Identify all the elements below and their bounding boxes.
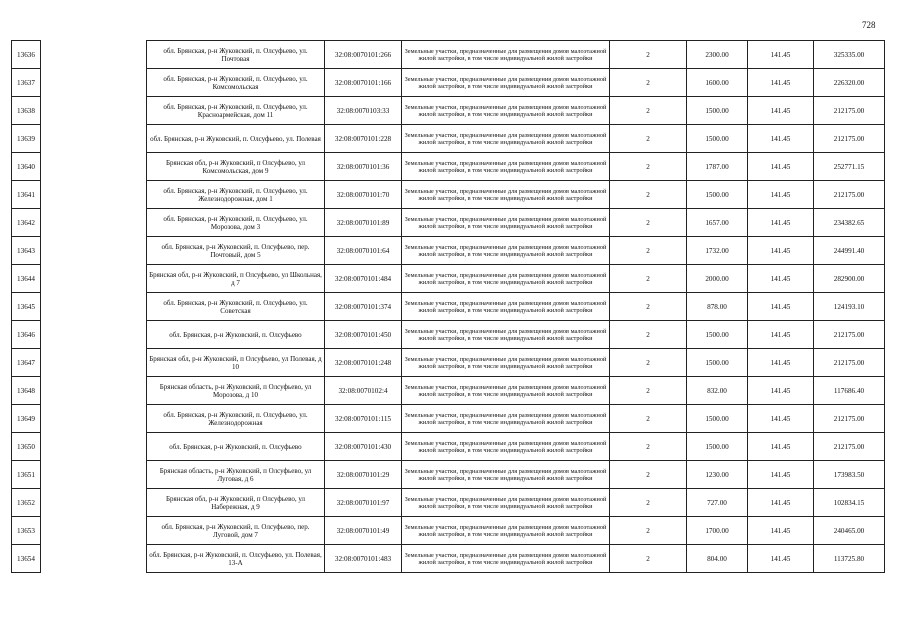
address-cell: обл. Брянская, р-н Жуковский, п. Олсуфьево, ул. Красноармейская, дом 11 xyxy=(147,97,325,125)
area-cell: 804.00 xyxy=(687,545,748,573)
specific-value-cell: 141.45 xyxy=(748,321,814,349)
category-cell: 2 xyxy=(610,405,687,433)
address-cell: Брянская обл, р-н Жуковский, п Олсуфьево, ул Комсомольская, дом 9 xyxy=(147,153,325,181)
address-cell: Брянская обл, р-н Жуковский, п Олсуфьево, ул Набережная, д 9 xyxy=(147,489,325,517)
cadastral-number-cell: 32:08:0070101:29 xyxy=(325,461,402,489)
table-row xyxy=(12,209,885,237)
category-cell: 2 xyxy=(610,321,687,349)
category-cell: 2 xyxy=(610,433,687,461)
cadastral-value-cell: 212175.00 xyxy=(814,349,885,377)
permitted-use-cell: Земельные участки, предназначенные для размещения домов малоэтажной жилой застройки, в том числе индивидуальной жилой застройки xyxy=(402,545,610,573)
cadastral-number-cell: 32:08:0070101:64 xyxy=(325,237,402,265)
blank-column-cell xyxy=(41,377,147,405)
address-cell: обл. Брянская, р-н Жуковский, п. Олсуфьево xyxy=(147,433,325,461)
cadastral-value-cell: 102834.15 xyxy=(814,489,885,517)
specific-value-cell: 141.45 xyxy=(748,41,814,69)
cadastral-number-cell: 32:08:0070103:33 xyxy=(325,97,402,125)
cadastral-value-cell: 244991.40 xyxy=(814,237,885,265)
permitted-use-cell: Земельные участки, предназначенные для размещения домов малоэтажной жилой застройки, в том числе индивидуальной жилой застройки xyxy=(402,489,610,517)
specific-value-cell: 141.45 xyxy=(748,293,814,321)
cadastral-value-cell: 212175.00 xyxy=(814,125,885,153)
blank-column-cell xyxy=(41,41,147,69)
cadastral-number-cell: 32:08:0070101:228 xyxy=(325,125,402,153)
category-cell: 2 xyxy=(610,97,687,125)
row-number-cell: 13646 xyxy=(12,321,41,349)
specific-value-cell: 141.45 xyxy=(748,377,814,405)
table-row xyxy=(12,489,885,517)
address-cell: обл. Брянская, р-н Жуковский, п. Олсуфьево xyxy=(147,321,325,349)
table-row xyxy=(12,321,885,349)
row-number-cell: 13642 xyxy=(12,209,41,237)
specific-value-cell: 141.45 xyxy=(748,181,814,209)
blank-column-cell xyxy=(41,237,147,265)
cadastral-value-cell: 282900.00 xyxy=(814,265,885,293)
table-row xyxy=(12,405,885,433)
area-cell: 727.00 xyxy=(687,489,748,517)
address-cell: обл. Брянская, р-н Жуковский, п. Олсуфьево, ул. Советская xyxy=(147,293,325,321)
table-row xyxy=(12,349,885,377)
cadastral-number-cell: 32:08:0070101:36 xyxy=(325,153,402,181)
cadastral-number-cell: 32:08:0070101:70 xyxy=(325,181,402,209)
table-row xyxy=(12,97,885,125)
row-number-cell: 13650 xyxy=(12,433,41,461)
row-number-cell: 13636 xyxy=(12,41,41,69)
address-cell: Брянская область, р-н Жуковский, п Олсуфьево, ул Луговая, д 6 xyxy=(147,461,325,489)
address-cell: обл. Брянская, р-н Жуковский, п. Олсуфьево, ул. Железнодорожная xyxy=(147,405,325,433)
permitted-use-cell: Земельные участки, предназначенные для размещения домов малоэтажной жилой застройки, в том числе индивидуальной жилой застройки xyxy=(402,153,610,181)
area-cell: 2000.00 xyxy=(687,265,748,293)
area-cell: 1732.00 xyxy=(687,237,748,265)
table-row xyxy=(12,237,885,265)
table-row xyxy=(12,517,885,545)
area-cell: 1230.00 xyxy=(687,461,748,489)
permitted-use-cell: Земельные участки, предназначенные для размещения домов малоэтажной жилой застройки, в том числе индивидуальной жилой застройки xyxy=(402,377,610,405)
cadastral-number-cell: 32:08:0070101:450 xyxy=(325,321,402,349)
table-row xyxy=(12,181,885,209)
row-number-cell: 13645 xyxy=(12,293,41,321)
specific-value-cell: 141.45 xyxy=(748,545,814,573)
cadastral-value-cell: 113725.80 xyxy=(814,545,885,573)
address-cell: Брянская обл, р-н Жуковский, п Олсуфьево, ул Полевая, д 10 xyxy=(147,349,325,377)
blank-column-cell xyxy=(41,153,147,181)
permitted-use-cell: Земельные участки, предназначенные для размещения домов малоэтажной жилой застройки, в том числе индивидуальной жилой застройки xyxy=(402,321,610,349)
permitted-use-cell: Земельные участки, предназначенные для размещения домов малоэтажной жилой застройки, в том числе индивидуальной жилой застройки xyxy=(402,349,610,377)
cadastral-number-cell: 32:08:0070101:115 xyxy=(325,405,402,433)
cadastral-number-cell: 32:08:0070101:49 xyxy=(325,517,402,545)
permitted-use-cell: Земельные участки, предназначенные для размещения домов малоэтажной жилой застройки, в том числе индивидуальной жилой застройки xyxy=(402,69,610,97)
cadastral-number-cell: 32:08:0070101:248 xyxy=(325,349,402,377)
blank-column-cell xyxy=(41,265,147,293)
category-cell: 2 xyxy=(610,153,687,181)
cadastral-value-cell: 124193.10 xyxy=(814,293,885,321)
blank-column-cell xyxy=(41,405,147,433)
cadastral-number-cell: 32:08:0070102:4 xyxy=(325,377,402,405)
blank-column-cell xyxy=(41,433,147,461)
blank-column-cell xyxy=(41,545,147,573)
area-cell: 832.00 xyxy=(687,377,748,405)
category-cell: 2 xyxy=(610,41,687,69)
area-cell: 878.00 xyxy=(687,293,748,321)
blank-column-cell xyxy=(41,209,147,237)
cadastral-value-cell: 234382.65 xyxy=(814,209,885,237)
category-cell: 2 xyxy=(610,125,687,153)
specific-value-cell: 141.45 xyxy=(748,517,814,545)
address-cell: обл. Брянская, р-н Жуковский, п. Олсуфьево, ул. Полевая, 13-А xyxy=(147,545,325,573)
specific-value-cell: 141.45 xyxy=(748,97,814,125)
blank-column-cell xyxy=(41,97,147,125)
cadastral-number-cell: 32:08:0070101:483 xyxy=(325,545,402,573)
specific-value-cell: 141.45 xyxy=(748,153,814,181)
specific-value-cell: 141.45 xyxy=(748,209,814,237)
permitted-use-cell: Земельные участки, предназначенные для размещения домов малоэтажной жилой застройки, в том числе индивидуальной жилой застройки xyxy=(402,125,610,153)
address-cell: Брянская область, р-н Жуковский, п Олсуфьево, ул Морозова, д 10 xyxy=(147,377,325,405)
row-number-cell: 13648 xyxy=(12,377,41,405)
category-cell: 2 xyxy=(610,489,687,517)
cadastral-number-cell: 32:08:0070101:374 xyxy=(325,293,402,321)
specific-value-cell: 141.45 xyxy=(748,433,814,461)
blank-column-cell xyxy=(41,461,147,489)
address-cell: обл. Брянская, р-н Жуковский, п. Олсуфьево, ул. Полевая xyxy=(147,125,325,153)
address-cell: обл. Брянская, р-н Жуковский, п. Олсуфьево, пер. Почтовый, дом 5 xyxy=(147,237,325,265)
cadastral-value-cell: 173983.50 xyxy=(814,461,885,489)
permitted-use-cell: Земельные участки, предназначенные для размещения домов малоэтажной жилой застройки, в том числе индивидуальной жилой застройки xyxy=(402,97,610,125)
table-row xyxy=(12,69,885,97)
specific-value-cell: 141.45 xyxy=(748,265,814,293)
cadastral-value-cell: 325335.00 xyxy=(814,41,885,69)
area-cell: 1657.00 xyxy=(687,209,748,237)
permitted-use-cell: Земельные участки, предназначенные для размещения домов малоэтажной жилой застройки, в том числе индивидуальной жилой застройки xyxy=(402,517,610,545)
cadastral-number-cell: 32:08:0070101:97 xyxy=(325,489,402,517)
specific-value-cell: 141.45 xyxy=(748,489,814,517)
area-cell: 2300.00 xyxy=(687,41,748,69)
specific-value-cell: 141.45 xyxy=(748,349,814,377)
table-row xyxy=(12,265,885,293)
row-number-cell: 13644 xyxy=(12,265,41,293)
category-cell: 2 xyxy=(610,545,687,573)
permitted-use-cell: Земельные участки, предназначенные для размещения домов малоэтажной жилой застройки, в том числе индивидуальной жилой застройки xyxy=(402,433,610,461)
area-cell: 1600.00 xyxy=(687,69,748,97)
cadastral-number-cell: 32:08:0070101:166 xyxy=(325,69,402,97)
permitted-use-cell: Земельные участки, предназначенные для размещения домов малоэтажной жилой застройки, в том числе индивидуальной жилой застройки xyxy=(402,293,610,321)
blank-column-cell xyxy=(41,517,147,545)
table-row xyxy=(12,125,885,153)
permitted-use-cell: Земельные участки, предназначенные для размещения домов малоэтажной жилой застройки, в том числе индивидуальной жилой застройки xyxy=(402,265,610,293)
specific-value-cell: 141.45 xyxy=(748,461,814,489)
row-number-cell: 13643 xyxy=(12,237,41,265)
cadastral-number-cell: 32:08:0070101:484 xyxy=(325,265,402,293)
category-cell: 2 xyxy=(610,461,687,489)
address-cell: Брянская обл, р-н Жуковский, п Олсуфьево, ул Школьная, д 7 xyxy=(147,265,325,293)
blank-column-cell xyxy=(41,489,147,517)
row-number-cell: 13638 xyxy=(12,97,41,125)
table-row xyxy=(12,293,885,321)
row-number-cell: 13653 xyxy=(12,517,41,545)
category-cell: 2 xyxy=(610,181,687,209)
cadastral-number-cell: 32:08:0070101:430 xyxy=(325,433,402,461)
table-row xyxy=(12,153,885,181)
blank-column-cell xyxy=(41,181,147,209)
area-cell: 1500.00 xyxy=(687,433,748,461)
category-cell: 2 xyxy=(610,517,687,545)
cadastral-value-cell: 212175.00 xyxy=(814,181,885,209)
permitted-use-cell: Земельные участки, предназначенные для размещения домов малоэтажной жилой застройки, в том числе индивидуальной жилой застройки xyxy=(402,405,610,433)
area-cell: 1500.00 xyxy=(687,349,748,377)
cadastral-value-cell: 117686.40 xyxy=(814,377,885,405)
table-row xyxy=(12,545,885,573)
specific-value-cell: 141.45 xyxy=(748,405,814,433)
category-cell: 2 xyxy=(610,293,687,321)
table-row xyxy=(12,461,885,489)
address-cell: обл. Брянская, р-н Жуковский, п. Олсуфьево, ул. Железнодорожная, дом 1 xyxy=(147,181,325,209)
category-cell: 2 xyxy=(610,209,687,237)
row-number-cell: 13649 xyxy=(12,405,41,433)
blank-column-cell xyxy=(41,293,147,321)
permitted-use-cell: Земельные участки, предназначенные для размещения домов малоэтажной жилой застройки, в том числе индивидуальной жилой застройки xyxy=(402,41,610,69)
row-number-cell: 13654 xyxy=(12,545,41,573)
row-number-cell: 13647 xyxy=(12,349,41,377)
cadastral-value-cell: 240465.00 xyxy=(814,517,885,545)
specific-value-cell: 141.45 xyxy=(748,237,814,265)
area-cell: 1500.00 xyxy=(687,97,748,125)
cadastral-value-cell: 212175.00 xyxy=(814,433,885,461)
cadastral-value-table xyxy=(11,40,885,573)
address-cell: обл. Брянская, р-н Жуковский, п. Олсуфьево, ул. Почтовая xyxy=(147,41,325,69)
area-cell: 1500.00 xyxy=(687,321,748,349)
area-cell: 1500.00 xyxy=(687,181,748,209)
area-cell: 1500.00 xyxy=(687,405,748,433)
address-cell: обл. Брянская, р-н Жуковский, п. Олсуфьево, пер. Луговой, дом 7 xyxy=(147,517,325,545)
area-cell: 1500.00 xyxy=(687,125,748,153)
specific-value-cell: 141.45 xyxy=(748,69,814,97)
area-cell: 1700.00 xyxy=(687,517,748,545)
permitted-use-cell: Земельные участки, предназначенные для размещения домов малоэтажной жилой застройки, в том числе индивидуальной жилой застройки xyxy=(402,237,610,265)
permitted-use-cell: Земельные участки, предназначенные для размещения домов малоэтажной жилой застройки, в том числе индивидуальной жилой застройки xyxy=(402,209,610,237)
row-number-cell: 13641 xyxy=(12,181,41,209)
table-row xyxy=(12,433,885,461)
cadastral-number-cell: 32:08:0070101:89 xyxy=(325,209,402,237)
area-cell: 1787.00 xyxy=(687,153,748,181)
cadastral-value-cell: 252771.15 xyxy=(814,153,885,181)
blank-column-cell xyxy=(41,321,147,349)
permitted-use-cell: Земельные участки, предназначенные для размещения домов малоэтажной жилой застройки, в том числе индивидуальной жилой застройки xyxy=(402,461,610,489)
cadastral-value-cell: 226320.00 xyxy=(814,69,885,97)
cadastral-value-cell: 212175.00 xyxy=(814,321,885,349)
row-number-cell: 13640 xyxy=(12,153,41,181)
row-number-cell: 13639 xyxy=(12,125,41,153)
category-cell: 2 xyxy=(610,265,687,293)
cadastral-number-cell: 32:08:0070101:266 xyxy=(325,41,402,69)
category-cell: 2 xyxy=(610,349,687,377)
page-number: 728 xyxy=(862,20,876,30)
row-number-cell: 13651 xyxy=(12,461,41,489)
address-cell: обл. Брянская, р-н Жуковский, п. Олсуфьево, ул. Комсомольская xyxy=(147,69,325,97)
category-cell: 2 xyxy=(610,377,687,405)
row-number-cell: 13652 xyxy=(12,489,41,517)
blank-column-cell xyxy=(41,69,147,97)
permitted-use-cell: Земельные участки, предназначенные для размещения домов малоэтажной жилой застройки, в том числе индивидуальной жилой застройки xyxy=(402,181,610,209)
cadastral-value-cell: 212175.00 xyxy=(814,97,885,125)
address-cell: обл. Брянская, р-н Жуковский, п. Олсуфьево, ул. Морозова, дом 3 xyxy=(147,209,325,237)
cadastral-value-cell: 212175.00 xyxy=(814,405,885,433)
row-number-cell: 13637 xyxy=(12,69,41,97)
category-cell: 2 xyxy=(610,237,687,265)
blank-column-cell xyxy=(41,125,147,153)
category-cell: 2 xyxy=(610,69,687,97)
blank-column-cell xyxy=(41,349,147,377)
table-row xyxy=(12,377,885,405)
specific-value-cell: 141.45 xyxy=(748,125,814,153)
table-row xyxy=(12,41,885,69)
